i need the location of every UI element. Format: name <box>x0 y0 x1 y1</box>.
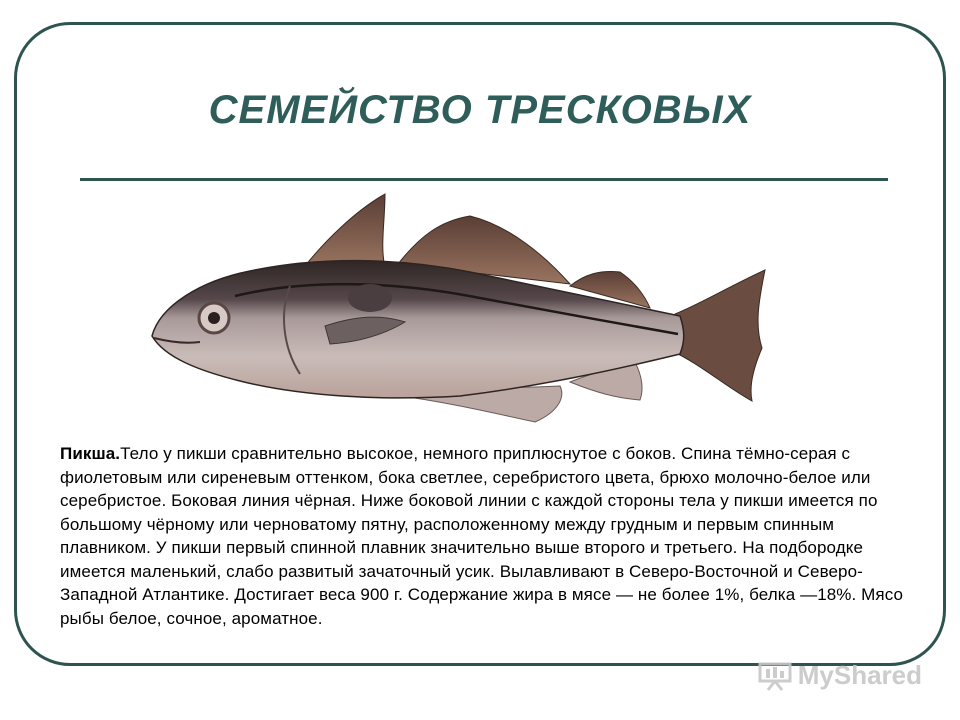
title-divider <box>80 178 888 181</box>
slide-title: СЕМЕЙСТВО ТРЕСКОВЫХ <box>208 88 752 132</box>
haddock-illustration <box>140 186 790 436</box>
fish-description <box>60 442 920 630</box>
fish-name: Пикша. <box>60 444 121 463</box>
watermark-text: MyShared <box>797 660 922 690</box>
fish-description-text: Тело у пикши сравнительно высокое, немного приплюснутое с боков. Спина тёмно-серая с фиолетовым или сиреневым оттенком, бока светлее, серебристого цвета, брюхо молочно-белое или серебристое. Боковая линия чёрная. Ниже боковой линии с каждой стороны тела у пикши имеется по большому чёрному или черноватому пятну, расположенному между грудным и первым спинным плавником. У пикши первый спинной плавник значительно выше второго и третьего. На подбородке имеется маленький, слабо развитый зачаточный усик. Вылавливают в Северо-Восточной и Северо-Западной Атлантике. Достигает веса 900 г. Содержание жира в мясе — не более 1%, белка —18%. Мясо рыбы белое, сочное, ароматное. <box>60 444 904 628</box>
presentation-board-icon <box>758 661 792 691</box>
watermark <box>758 660 922 691</box>
